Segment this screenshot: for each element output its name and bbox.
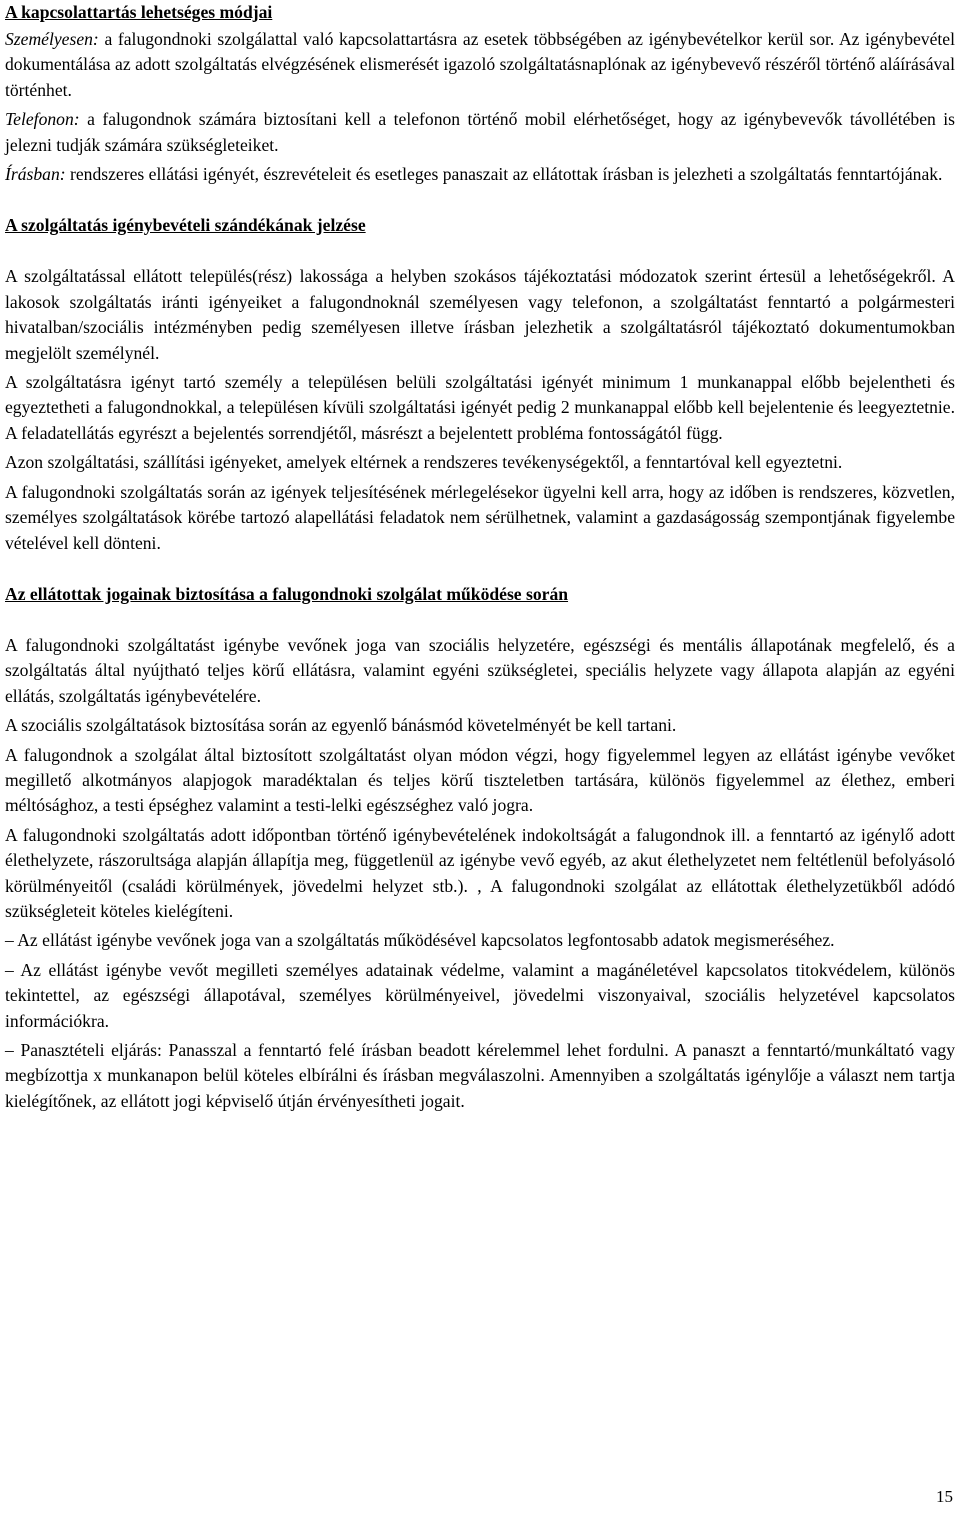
page-number: 15 — [936, 1487, 953, 1506]
list-item: – Panasztételi eljárás: Panasszal a fenntartó felé írásban beadott kérelemmel lehet fordulni. A panaszt a fenntartó/munkáltató vagy megbízottja x munkanapon belül köteles elbírálni és írásban megválaszolni. Amennyiben a szolgáltatás igénylője a választ nem tartja kielégítőnek, az ellátott jogi képviselő útján érvényesítheti jogait. — [5, 1040, 955, 1111]
paragraph: Azon szolgáltatási, szállítási igényeket, amelyek eltérnek a rendszeres tevékenységektől, a fenntartóval kell egyeztetni. — [5, 452, 843, 473]
lead-personal: Személyesen: — [5, 29, 99, 49]
text-personal: a falugondnoki szolgálattal való kapcsolattartásra az esetek többségében az igénybevételkor kerül sor. Az igénybevétel dokumentálása az adott szolgáltatás elvégzésének elismerését igazoló szolgáltatásnaplónak az igénybevevő részéről történő aláírásával történhet. — [5, 29, 955, 100]
paragraph: A szociális szolgáltatások biztosítása során az egyenlő bánásmód követelményét be kell tartani. — [5, 715, 677, 736]
paragraph: A szolgáltatással ellátott település(rész) lakossága a helyben szokásos tájékoztatási módozatok szerint értesül a lehetőségekről. A lakosok szolgáltatás iránti igényeiket a falugondnoknál személyesen vagy telefonon, a szolgáltatást fenntartó a polgármesteri hivatalban/szociális intézményben pedig személyesen illetve írásban jelezhetik a szolgáltatásról tájékoztató dokumentumokban megjelölt személynél. — [5, 266, 955, 363]
paragraph: A falugondnoki szolgáltatást igénybe vevőnek joga van szociális helyzetére, egészségi és mentális állapotának megfelelő, és a szolgáltatás által nyújtható teljes körű ellátásra, valamint egyéni szükségletei, speciális helyzete vagy állapota alapján az egyéni ellátás, szolgáltatás igénybevételére. — [5, 634, 955, 706]
paragraph-personal — [5, 27, 955, 103]
lead-phone: Telefonon: — [5, 109, 80, 130]
list-item: – Az ellátást igénybe vevőt megilleti személyes adatainak védelme, valamint a magánéletével kapcsolatos titokvédelem, különös tekintettel, az egészségi állapotával, személyes körülményeivel, jövedelmi viszonyaival, szociális helyzetével kapcsolatos információkra. — [5, 959, 955, 1031]
paragraph: A szolgáltatásra igényt tartó személy a településen belüli szolgáltatási igényét minimum 1 munkanappal előbb bejelentheti és egyeztetheti a falugondnokkal, a településen kívüli szolgáltatási igényét pedig 2 munkanappal előbb kell bejelentenie és leegyeztetnie. A feladatellátás egyrészt a bejelentés sorrendjétől, másrészt a bejelentett probléma fontosságától függ. — [5, 372, 955, 443]
text-phone: a falugondnok számára biztosítani kell a telefonon történő mobil elérhetőséget, hogy az igénybevevők távollétében is jelezni tudják számára szükségleteiket. — [5, 109, 955, 155]
section-title-contact: A kapcsolattartás lehetséges módjai — [5, 2, 273, 22]
list-item: – Az ellátást igénybe vevőnek joga van a szolgáltatás működésével kapcsolatos legfontosabb adatok megismeréséhez. — [5, 930, 835, 951]
section-title-request: A szolgáltatás igénybevételi szándékának jelzése — [5, 215, 366, 236]
paragraph: A falugondnok a szolgálat által biztosított szolgáltatást olyan módon végzi, hogy figyelemmel legyen az ellátást igénybe vevőket megillető alkotmányos alapjogok maradéktalan és teljes körű tiszteletben tartására, különös figyelemmel az élethez, emberi méltósághoz, a testi épséghez valamint a testi-lelki egészséghez való jogra. — [5, 744, 955, 816]
paragraph-written — [5, 162, 955, 187]
text-written: rendszeres ellátási igényét, észrevételeit és esetleges panaszait az ellátottak írásban is jelezheti a szolgáltatás fenntartójának. — [65, 164, 943, 185]
paragraph: A falugondnoki szolgáltatás során az igények teljesítésének mérlegelésekor ügyelni kell arra, hogy az időben is rendszeres, közvetlen, személyes szolgáltatások körébe tartozó alapellátási feladatok nem sérülhetnek, valamint a gazdaságosság szempontjának figyelembe vételével kell dönteni. — [5, 481, 955, 553]
lead-written: Írásban: — [5, 164, 66, 185]
section-title-rights: Az ellátottak jogainak biztosítása a falugondnoki szolgálat működése során — [5, 583, 569, 604]
paragraph-phone — [5, 107, 955, 158]
paragraph: A falugondnoki szolgáltatás adott időpontban történő igénybevételének indokoltságát a falugondnok ill. a fenntartó az igénylő adott élethelyzete, rászorultsága alapján állapítja meg, függetlenül az igénybe vevő egyéb, az akut élethelyzetet nem feltétlenül befolyásoló körülményeitől (családi körülmények, jövedelmi helyzet stb.). , A falugondnoki szolgálat az ellátottak élethelyzetükből adódó szükségleteit köteles kielégíteni. — [5, 824, 955, 921]
